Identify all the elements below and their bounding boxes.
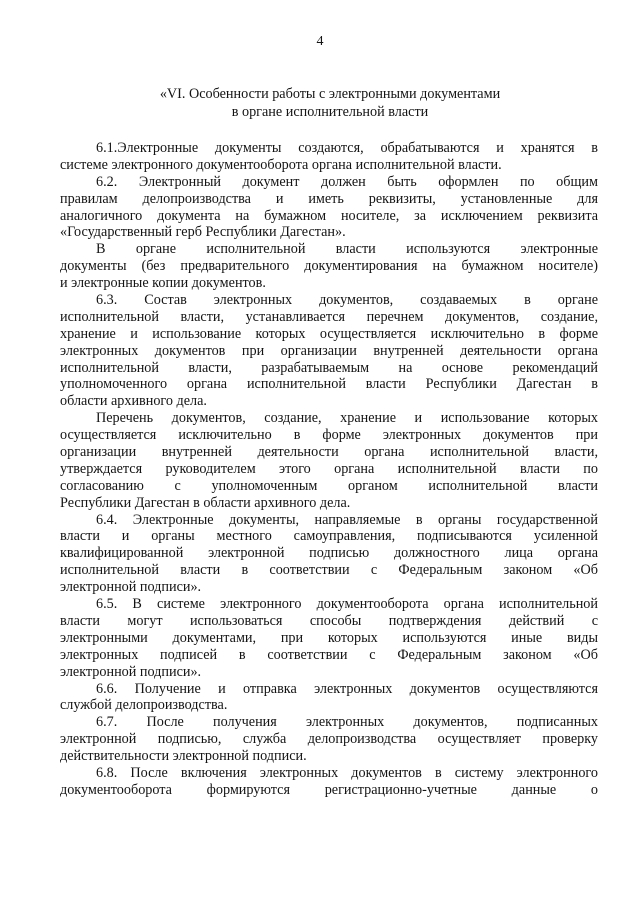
paragraph-line: электронных подписей в соответствии с Федеральным законом «Об xyxy=(60,646,598,663)
paragraph-line: 6.1.Электронные документы создаются, обрабатываются и хранятся в xyxy=(96,140,598,156)
paragraph-line: исполнительной власти, разрабатываемым на основе рекомендаций xyxy=(60,359,598,376)
paragraph-line: уполномоченного органа исполнительной власти Республики Дагестан в xyxy=(60,376,598,393)
paragraph xyxy=(60,241,598,292)
paragraph-line: 6.3. Состав электронных документов, создаваемых в органе xyxy=(96,292,598,309)
paragraph-line: «Государственный герб Республики Дагестан». xyxy=(60,224,346,241)
paragraph-line: области архивного дела. xyxy=(60,393,207,410)
paragraph-line: 6.7. После получения электронных документов, подписанных xyxy=(96,714,598,731)
paragraph-line: электронной подписью, служба делопроизводства осуществляет проверку xyxy=(60,731,598,748)
paragraph xyxy=(60,680,598,715)
paragraph-line: Перечень документов, создание, хранение и использование которых xyxy=(96,410,598,427)
paragraph-line: согласованию с уполномоченным органом исполнительной власти xyxy=(60,477,598,494)
section-heading xyxy=(60,85,600,121)
paragraph-line: власти и органы местного самоуправления, подписываются усиленной xyxy=(60,528,598,545)
paragraph-line: электронной подписи». xyxy=(60,579,202,596)
paragraph-line: квалифицированной электронной подписью должностного лица органа xyxy=(60,545,598,562)
paragraph-line: электронных документов при организации внутренней деятельности органа xyxy=(60,342,598,359)
paragraph xyxy=(60,140,598,174)
paragraph-line: В органе исполнительной власти используются электронные xyxy=(96,241,598,258)
paragraph-line: хранение и использование которых осуществляется исключительно в форме xyxy=(60,325,598,342)
paragraph xyxy=(60,714,598,765)
paragraph-line: правилам делопроизводства и иметь реквизиты, установленные для xyxy=(60,190,598,207)
paragraph-line: аналогичного документа на бумажном носителе, за исключением реквизита xyxy=(60,207,598,224)
section-heading-line: в органе исполнительной власти xyxy=(231,104,429,120)
paragraph-line: утверждается руководителем этого органа исполнительной власти по xyxy=(60,460,598,477)
paragraph-line: исполнительной власти в соответствии с Федеральным законом «Об xyxy=(60,562,598,579)
paragraph xyxy=(60,596,598,680)
paragraph-line: и электронные копии документов. xyxy=(60,275,266,292)
paragraph-line: документооборота формируются регистрационно-учетные данные о xyxy=(60,781,598,798)
paragraph-line: власти могут использоваться способы подтверждения действий с xyxy=(60,612,598,629)
paragraph-line: системе электронного документооборота органа исполнительной власти. xyxy=(60,156,502,173)
paragraph-line: организации внутренней деятельности органа исполнительной власти, xyxy=(60,444,598,461)
paragraph xyxy=(60,410,598,511)
paragraph xyxy=(60,173,598,242)
paragraph-line: 6.2. Электронный документ должен быть оформлен по общим xyxy=(96,173,598,190)
paragraph-line: документы (без предварительного документирования на бумажном носителе) xyxy=(60,258,598,275)
paragraph xyxy=(60,511,598,596)
paragraph-line: исполнительной власти, устанавливается перечнем документов, создание, xyxy=(60,308,598,325)
paragraph-line: 6.6. Получение и отправка электронных документов осуществляются xyxy=(96,680,598,697)
document-body xyxy=(60,140,598,799)
paragraph-line: службой делопроизводства. xyxy=(60,697,228,714)
paragraph-line: Республики Дагестан в области архивного дела. xyxy=(60,494,351,511)
paragraph-line: 6.5. В системе электронного документооборота органа исполнительной xyxy=(96,596,598,613)
paragraph-line: осуществляется исключительно в форме электронных документов при xyxy=(60,427,598,444)
page-number: 4 xyxy=(316,34,324,49)
paragraph-line: 6.4. Электронные документы, направляемые в органы государственной xyxy=(96,511,598,528)
paragraph-line: электронными документами, при которых используются иные виды xyxy=(60,629,598,646)
paragraph-line: 6.8. После включения электронных документов в систему электронного xyxy=(96,764,598,781)
paragraph-line: электронной подписи». xyxy=(60,663,202,680)
paragraph-line: действительности электронной подписи. xyxy=(60,748,307,765)
section-heading-line: «VI. Особенности работы с электронными документами xyxy=(159,86,501,102)
paragraph xyxy=(60,292,598,410)
paragraph xyxy=(60,764,598,799)
